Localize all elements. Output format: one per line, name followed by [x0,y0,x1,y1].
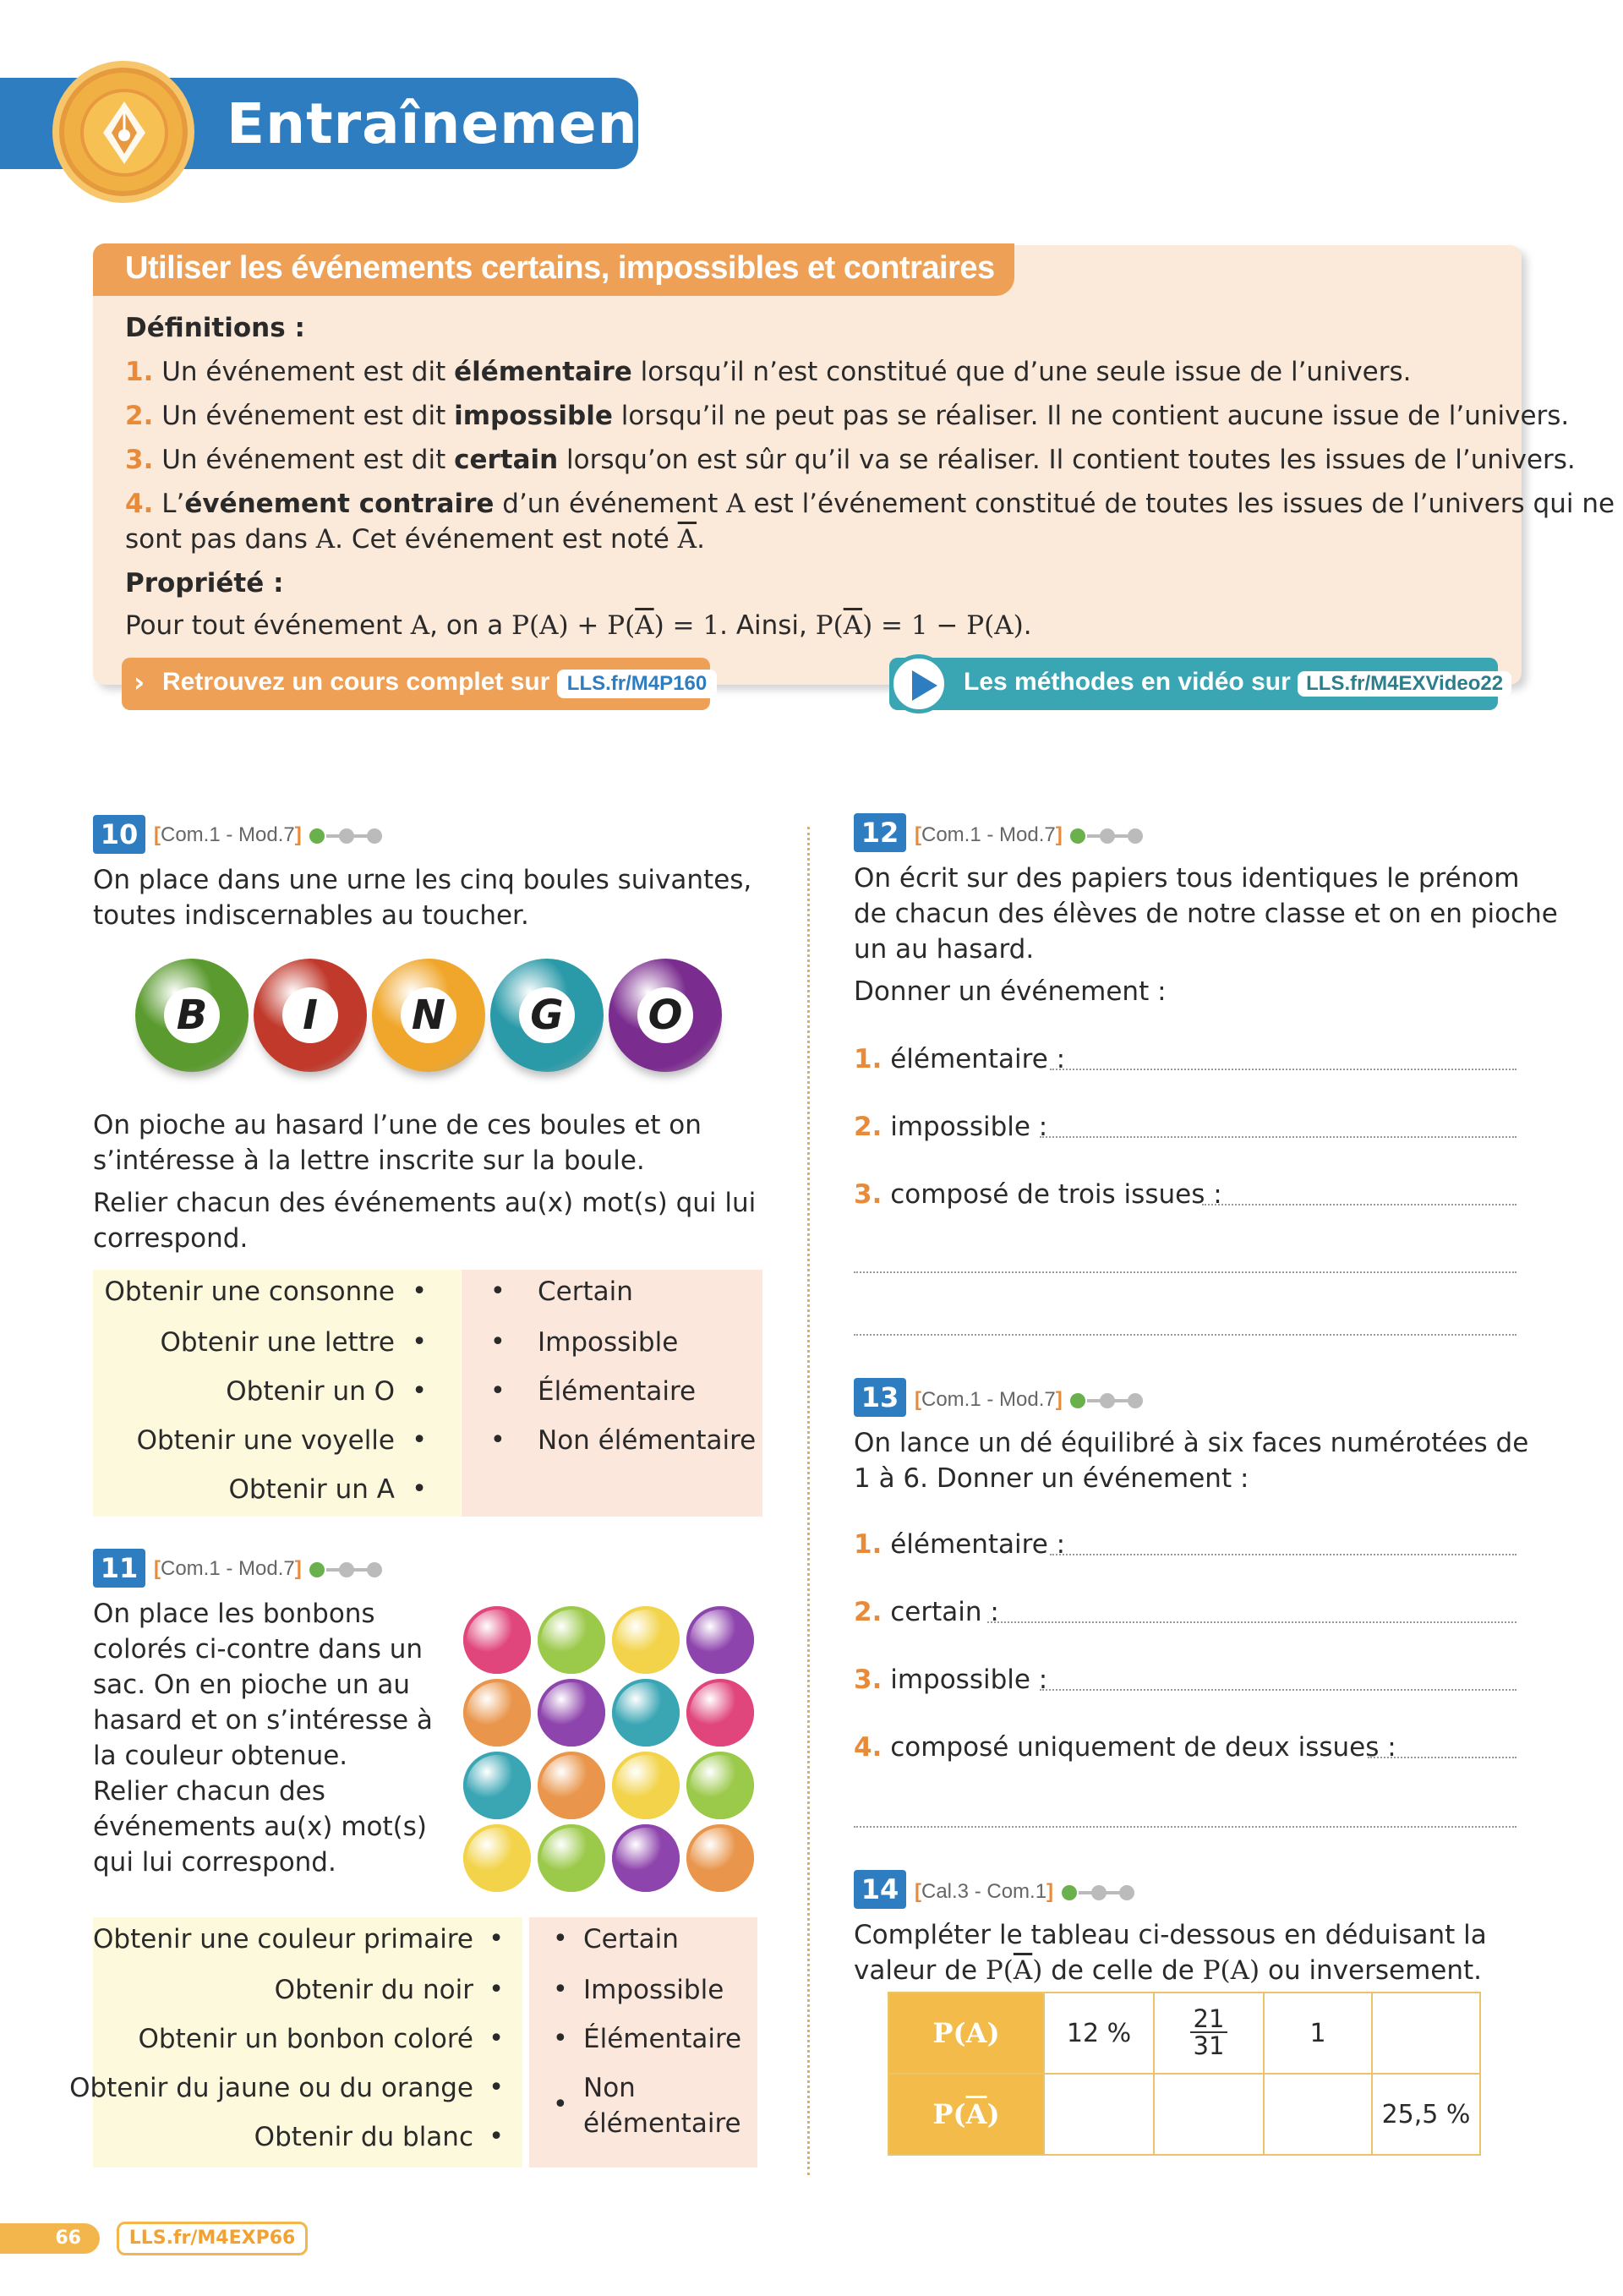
answer-line[interactable] [854,1271,1516,1273]
ex11-words-column [529,1917,757,2168]
ex11-text-line: hasard et on s’intéresse à [93,1705,433,1736]
difficulty-icon [1068,825,1144,847]
ex13-item-2: 2. certain : [854,1597,999,1627]
property-text: Pour tout événement A, on a $P(A) + P(\overline{A}) = 1$. Ainsi, $P(\overline{A}) = 1 - P(A)$. [125,610,1032,641]
ex10-event: Obtenir une voyelle [136,1425,395,1456]
difficulty-icon [307,1559,383,1581]
ex10-intro-1: On place dans une urne les cinq boules suivantes, [93,865,752,895]
candy [538,1752,605,1819]
answer-line[interactable] [1040,1136,1516,1138]
ex13-item-4: 4. composé uniquement de deux issues : [854,1732,1396,1763]
table-cell-input[interactable] [1044,2074,1154,2155]
connector-dot[interactable]: • [490,1376,505,1406]
candy [538,1824,605,1892]
definition-item-1: 1. Un événement est dit élémentaire lorsqu’il n’est constitué que d’une seule issue de l’univers. [125,357,1412,387]
definitions-heading-text: Utiliser les événements certains, impossibles et contraires [125,250,995,286]
candy [463,1752,531,1819]
column-divider [807,827,810,2175]
connector-dot[interactable]: • [489,2122,504,2151]
answer-line[interactable] [854,1826,1516,1828]
video-link-label: Les méthodes en vidéo sur [964,668,1291,696]
connector-dot[interactable]: • [553,1975,568,2004]
course-link[interactable] [122,658,710,710]
ex12-text-1: On écrit sur des papiers tous identiques le prénom [854,863,1520,894]
candy [538,1606,605,1674]
table-cell [1154,1993,1264,2074]
ex10-word: Élémentaire [538,1376,697,1407]
connector-dot[interactable]: • [490,1276,505,1306]
exercise-number-14: 14 [854,1870,906,1909]
ex11-text-line: sac. On en pioche un au [93,1670,411,1700]
bingo-balls [135,959,727,1085]
difficulty-icon [1059,1882,1135,1904]
connector-dot[interactable]: • [490,1425,505,1455]
connector-dot[interactable]: • [553,2024,568,2053]
definition-item-2: 2. Un événement est dit impossible lorsqu’il ne peut pas se réaliser. Il ne contient aucune issue de l’univers. [125,401,1570,431]
answer-line[interactable] [987,1621,1516,1623]
ex10-text-1: On pioche au hasard l’une de ces boules et on [93,1110,702,1140]
definition-item-4: 4. L’événement contraire d’un événement A est l’événement constitué de toutes les issues de l’univers qui ne [125,489,1615,519]
bingo-ball: G [490,959,604,1072]
candy [686,1752,754,1819]
definition-item-3: 3. Un événement est dit certain lorsqu’on est sûr qu’il va se réaliser. Il contient toutes les issues de l’univers. [125,445,1576,475]
exercise-tag-10: [Com.1 - Mod.7] [154,823,383,847]
property-label: Propriété : [125,568,284,599]
fraction: $\frac{21}{31}$ [1190,2006,1228,2058]
connector-dot[interactable]: • [490,1327,505,1357]
bingo-ball: O [609,959,722,1072]
candy [538,1679,605,1747]
candy [612,1606,680,1674]
candy-grid [463,1606,757,1900]
connector-dot[interactable]: • [412,1276,427,1306]
ex10-event: Obtenir un O [226,1376,395,1407]
candy [463,1679,531,1747]
bingo-ball: N [372,959,485,1072]
ex11-text-line: colorés ci-contre dans un [93,1634,423,1665]
connector-dot[interactable]: • [489,1924,504,1954]
ex10-event: Obtenir une lettre [160,1327,395,1358]
ex13-item-3: 3. impossible : [854,1665,1048,1695]
exercise-number-12: 12 [854,813,906,852]
ex10-word: Certain [538,1276,633,1307]
page-title: Entraînement [227,91,666,156]
ex11-text-line: qui lui correspond. [93,1847,336,1878]
definitions-heading [93,243,1014,296]
probability-table [888,1992,1481,2156]
ex13-text-2: 1 à 6. Donner un événement : [854,1463,1249,1494]
connector-dot[interactable]: • [489,2024,504,2053]
candy [463,1606,531,1674]
ex12-item-3: 3. composé de trois issues : [854,1179,1222,1210]
ex10-text-3: Relier chacun des événements au(x) mot(s) qui lui [93,1188,757,1218]
connector-dot[interactable]: • [553,1924,568,1954]
table-cell-input[interactable] [1154,2074,1264,2155]
connector-dot[interactable]: • [412,1376,427,1406]
exercise-number-11: 11 [93,1549,145,1588]
course-link-url[interactable]: LLS.fr/M4P160 [557,670,717,698]
ex11-text [93,1596,433,1880]
table-cell-input[interactable] [1372,1993,1480,2074]
ex11-event: Obtenir une couleur primaire [93,1924,473,1954]
ex10-events-column [93,1270,461,1517]
ex11-event: Obtenir du jaune ou du orange [69,2073,473,2103]
candy [612,1679,680,1747]
footer-link[interactable]: LLS.fr/M4EXP66 [117,2222,308,2255]
ex11-word: Impossible [583,1975,724,2005]
ex10-word: Non élémentaire [538,1425,757,1456]
candy [463,1824,531,1892]
ex10-text-2: s’intéresse à la lettre inscrite sur la boule. [93,1145,645,1176]
connector-dot[interactable]: • [489,1975,504,2004]
answer-line[interactable] [1368,1757,1516,1758]
exercise-number-13: 13 [854,1378,906,1417]
ex11-word: Élémentaire [583,2024,742,2054]
chevron-right-icon: › [134,666,145,698]
page-number: 66 [0,2223,100,2254]
ex11-word: Certain [583,1924,679,1954]
ex14-text-1: Compléter le tableau ci-dessous en déduisant la [854,1920,1487,1950]
candy [686,1679,754,1747]
answer-line[interactable] [1050,1069,1516,1070]
exercise-tag-12: [Com.1 - Mod.7] [915,823,1144,847]
ex12-item-2: 2. impossible : [854,1112,1048,1142]
bingo-ball: I [254,959,367,1072]
candy [686,1824,754,1892]
exercise-tag-13: [Com.1 - Mod.7] [915,1388,1144,1412]
answer-line[interactable] [1040,1689,1516,1691]
ex10-intro-2: toutes indiscernables au toucher. [93,900,529,931]
definition-item-4-line2: sont pas dans A. Cet événement est noté $\overline{A}$. [125,524,705,555]
connector-dot[interactable]: • [412,1425,427,1455]
ex11-event: Obtenir du blanc [254,2122,473,2152]
ex10-text-4: correspond. [93,1223,249,1254]
ex10-word: Impossible [538,1327,679,1358]
ex11-text-line: événements au(x) mot(s) [93,1812,427,1842]
ex13-item-1: 1. élémentaire : [854,1529,1066,1560]
row-header-pa: P(A) [888,1993,1044,2074]
pen-nib-icon [52,61,194,203]
row-header-pa-bar: $P(\overline{A})$ [888,2074,1044,2155]
table-cell: 12 % [1044,1993,1154,2074]
connector-dot[interactable]: • [553,2090,568,2119]
ex11-word: Non [583,2073,636,2103]
exercise-tag-11: [Com.1 - Mod.7] [154,1557,383,1581]
ex11-text-line: On place les bonbons [93,1599,375,1629]
video-link[interactable] [889,658,1504,710]
bingo-ball: B [135,959,249,1072]
ex13-text-1: On lance un dé équilibré à six faces numérotées de [854,1428,1529,1458]
table-cell: 25,5 % [1372,2074,1480,2155]
ex12-item-1: 1. élémentaire : [854,1044,1066,1074]
ex10-words-column [462,1270,762,1517]
video-link-url[interactable]: LLS.fr/M4EXVideo22 [1298,671,1511,697]
connector-dot[interactable]: • [412,1474,427,1504]
connector-dot[interactable]: • [412,1327,427,1357]
connector-dot[interactable]: • [489,2073,504,2102]
difficulty-icon [307,825,383,847]
ex12-text-3: un au hasard. [854,934,1035,965]
ex14-text-2: valeur de $P(\overline{A})$ de celle de P(A) ou inversement. [854,1955,1483,1986]
ex10-event: Obtenir une consonne [104,1276,395,1307]
answer-line[interactable] [854,1334,1516,1336]
answer-line[interactable] [1050,1554,1516,1555]
ex11-event: Obtenir du noir [274,1975,473,2005]
table-cell: 1 [1264,1993,1372,2074]
ex11-word: élémentaire [583,2108,741,2139]
candy [612,1752,680,1819]
ex12-text-2: de chacun des élèves de notre classe et on en pioche [854,899,1558,929]
answer-line[interactable] [1202,1204,1516,1205]
course-link-label: Retrouvez un cours complet sur [162,668,550,696]
play-icon[interactable] [889,654,948,713]
ex11-text-line: Relier chacun des [93,1776,325,1807]
ex10-event: Obtenir un A [228,1474,395,1505]
candy [612,1824,680,1892]
exercise-tag-14: [Cal.3 - Com.1] [915,1880,1135,1904]
definitions-label: Définitions : [125,313,305,343]
ex11-events-column [69,1917,522,2168]
ex11-event: Obtenir un bonbon coloré [138,2024,473,2054]
ex11-text-line: la couleur obtenue. [93,1741,348,1771]
exercise-number-10: 10 [93,815,145,854]
candy [686,1606,754,1674]
difficulty-icon [1068,1390,1144,1412]
table-cell-input[interactable] [1264,2074,1372,2155]
ex12-prompt: Donner un événement : [854,976,1167,1007]
